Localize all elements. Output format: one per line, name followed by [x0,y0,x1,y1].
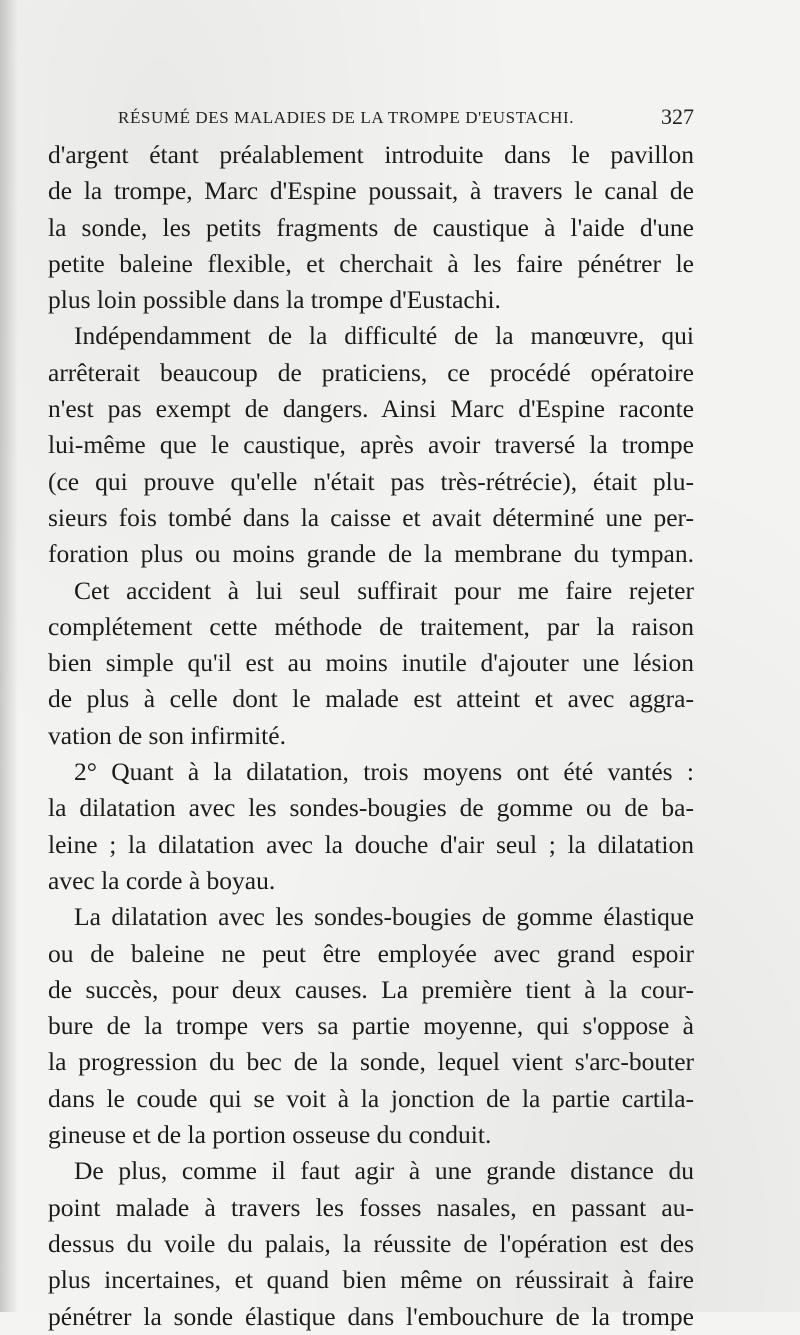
text-line: dessus du voile du palais, la réussite de l'opération est des [48,1228,694,1258]
body-text [48,137,694,1335]
text-line: La dilatation avec les sondes-bougies de gomme élastique [74,902,694,932]
text-line: 2° Quant à la dilatation, trois moyens ont été vantés : [74,757,694,787]
text-line: la sonde, les petits fragments de caustique à l'aide d'une [48,212,694,242]
text-line: la progression du bec de la sonde, lequel vient s'arc-bouter [48,1047,694,1077]
text-line: plus loin possible dans la trompe d'Eustachi. [48,285,501,315]
page-number: 327 [661,104,694,129]
text-line: d'argent étant préalablement introduite dans le pavillon [48,140,694,169]
text-line: Cet accident à lui seul suffirait pour me faire rejeter [74,575,694,605]
text-line: leine ; la dilatation avec la douche d'air seul ; la dilatation [48,829,694,859]
text-line: la dilatation avec les sondes-bougies de gomme ou de ba- [48,793,694,823]
text-line: Indépendamment de la difficulté de la manœuvre, qui [74,321,694,351]
text-line: vation de son infirmité. [48,720,286,750]
text-line: dans le coude qui se voit à la jonction de la partie cartila- [48,1083,694,1113]
text-line: point malade à travers les fosses nasales, en passant au- [48,1192,694,1222]
running-head [118,102,694,132]
text-line: de la trompe, Marc d'Espine poussait, à travers le canal de [48,176,694,206]
text-line: lui-même que le caustique, après avoir traversé la trompe [48,430,694,460]
page-edge-shadow [0,0,18,1312]
text-line: pénétrer la sonde élastique dans l'embouchure de la trompe [48,1301,694,1331]
text-line: (ce qui prouve qu'elle n'était pas très-rétrécie), était plu- [48,466,694,496]
text-line: De plus, comme il faut agir à une grande distance du [74,1156,694,1186]
text-line: complétement cette méthode de traitement, par la raison [48,611,694,641]
text-line: avec la corde à boyau. [48,865,276,895]
text-line: ou de baleine ne peut être employée avec grand espoir [48,938,694,968]
text-line: de succès, pour deux causes. La première tient à la cour- [48,974,694,1004]
text-line: plus incertaines, et quand bien même on réussirait à faire [48,1265,694,1295]
text-line: gineuse et de la portion osseuse du conduit. [48,1120,492,1150]
text-line: de plus à celle dont le malade est atteint et avec aggra- [48,684,694,714]
text-line: arrêterait beaucoup de praticiens, ce procédé opératoire [48,357,694,387]
text-line: foration plus ou moins grande de la membrane du tympan. [48,539,694,569]
running-head-title: RÉSUMÉ DES MALADIES DE LA TROMPE D'EUSTACHI. [118,108,575,127]
text-line: n'est pas exempt de dangers. Ainsi Marc d'Espine raconte [48,394,694,424]
text-line: bien simple qu'il est au moins inutile d'ajouter une lésion [48,648,694,678]
text-line: sieurs fois tombé dans la caisse et avait déterminé une per- [48,502,694,532]
text-line: bure de la trompe vers sa partie moyenne, qui s'oppose à [48,1011,694,1041]
text-line: petite baleine flexible, et cherchait à les faire pénétrer le [48,248,694,278]
